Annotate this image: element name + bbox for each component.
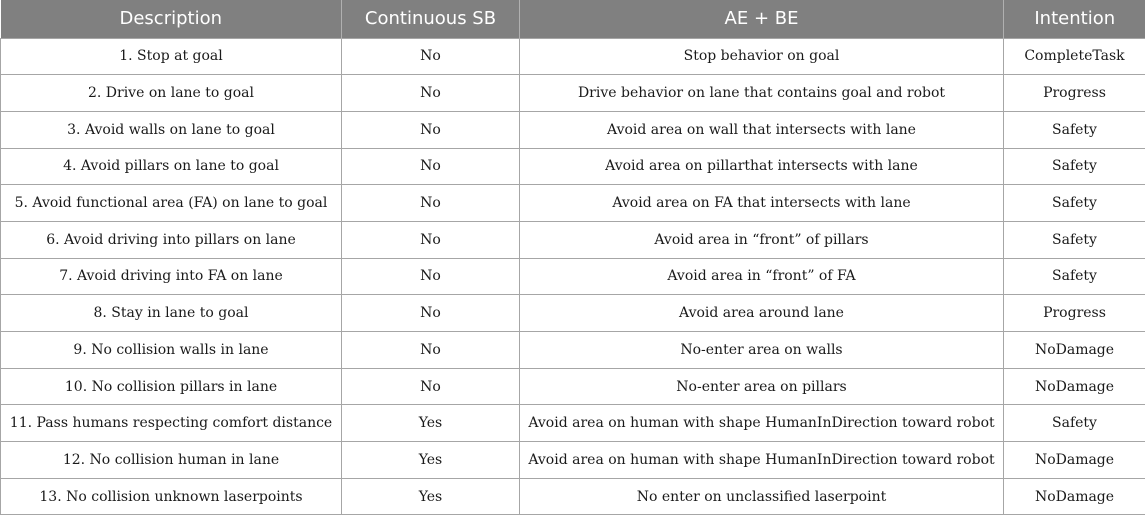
table-row <box>1 258 1145 295</box>
intention-cell: Safety <box>1004 221 1145 258</box>
ae-be-cell: Avoid area on wall that intersects with lane <box>520 111 1004 148</box>
description-cell: 8. Stay in lane to goal <box>1 295 342 332</box>
ae-be-cell: No-enter area on walls <box>520 332 1004 369</box>
header-intention: Intention <box>1004 0 1145 38</box>
description-cell: 12. No collision human in lane <box>1 442 342 479</box>
continuous-sb-cell: No <box>342 75 520 112</box>
ae-be-cell: Avoid area in “front” of pillars <box>520 221 1004 258</box>
table-row <box>1 221 1145 258</box>
table-row <box>1 75 1145 112</box>
header-ae-be: AE + BE <box>520 0 1004 38</box>
description-cell: 3. Avoid walls on lane to goal <box>1 111 342 148</box>
continuous-sb-cell: No <box>342 368 520 405</box>
ae-be-cell: Avoid area around lane <box>520 295 1004 332</box>
intention-cell: Safety <box>1004 405 1145 442</box>
ae-be-cell: No enter on unclassified laserpoint <box>520 478 1004 515</box>
header-description: Description <box>119 8 222 30</box>
continuous-sb-cell: Yes <box>342 478 520 515</box>
continuous-sb-cell: No <box>342 332 520 369</box>
ae-be-cell: Avoid area on pillarthat intersects with lane <box>520 148 1004 185</box>
table-row <box>1 111 1145 148</box>
description-cell: 1. Stop at goal <box>1 38 342 75</box>
description-cell: 11. Pass humans respecting comfort distance <box>1 405 342 442</box>
description-cell: 13. No collision unknown laserpoints <box>1 478 342 515</box>
table-header <box>1 0 1145 38</box>
continuous-sb-cell: No <box>342 38 520 75</box>
intention-cell: Progress <box>1004 75 1145 112</box>
header-row <box>1 0 1145 38</box>
table-row <box>1 368 1145 405</box>
continuous-sb-cell: No <box>342 258 520 295</box>
description-cell: 5. Avoid functional area (FA) on lane to goal <box>1 185 342 222</box>
intention-cell: Safety <box>1004 258 1145 295</box>
continuous-sb-cell: No <box>342 295 520 332</box>
continuous-sb-cell: No <box>342 111 520 148</box>
table-body <box>1 38 1145 515</box>
intention-cell: Safety <box>1004 111 1145 148</box>
header-continuous-sb: Continuous SB <box>342 0 520 38</box>
continuous-sb-cell: Yes <box>342 442 520 479</box>
ae-be-cell: Avoid area on human with shape HumanInDirection toward robot <box>520 405 1004 442</box>
intention-cell: NoDamage <box>1004 368 1145 405</box>
continuous-sb-cell: No <box>342 221 520 258</box>
continuous-sb-cell: No <box>342 185 520 222</box>
intention-cell: Safety <box>1004 185 1145 222</box>
table-row <box>1 38 1145 75</box>
continuous-sb-cell: No <box>342 148 520 185</box>
description-cell: 6. Avoid driving into pillars on lane <box>1 221 342 258</box>
intention-cell: NoDamage <box>1004 332 1145 369</box>
description-cell: 9. No collision walls in lane <box>1 332 342 369</box>
ae-be-cell: No-enter area on pillars <box>520 368 1004 405</box>
table-row <box>1 185 1145 222</box>
table-row <box>1 148 1145 185</box>
description-cell: 10. No collision pillars in lane <box>1 368 342 405</box>
table-row <box>1 442 1145 479</box>
intention-cell: NoDamage <box>1004 478 1145 515</box>
intention-cell: NoDamage <box>1004 442 1145 479</box>
ae-be-cell: Stop behavior on goal <box>520 38 1004 75</box>
ae-be-cell: Avoid area in “front” of FA <box>520 258 1004 295</box>
description-cell: 2. Drive on lane to goal <box>1 75 342 112</box>
description-cell: 4. Avoid pillars on lane to goal <box>1 148 342 185</box>
intention-cell: Safety <box>1004 148 1145 185</box>
table-row <box>1 405 1145 442</box>
intention-cell: CompleteTask <box>1004 38 1145 75</box>
ae-be-cell: Avoid area on human with shape HumanInDirection toward robot <box>520 442 1004 479</box>
ae-be-cell: Drive behavior on lane that contains goal and robot <box>520 75 1004 112</box>
table-row <box>1 478 1145 515</box>
ae-be-cell: Avoid area on FA that intersects with lane <box>520 185 1004 222</box>
intention-cell: Progress <box>1004 295 1145 332</box>
table-row <box>1 295 1145 332</box>
description-cell: 7. Avoid driving into FA on lane <box>1 258 342 295</box>
table-row <box>1 332 1145 369</box>
continuous-sb-cell: Yes <box>342 405 520 442</box>
